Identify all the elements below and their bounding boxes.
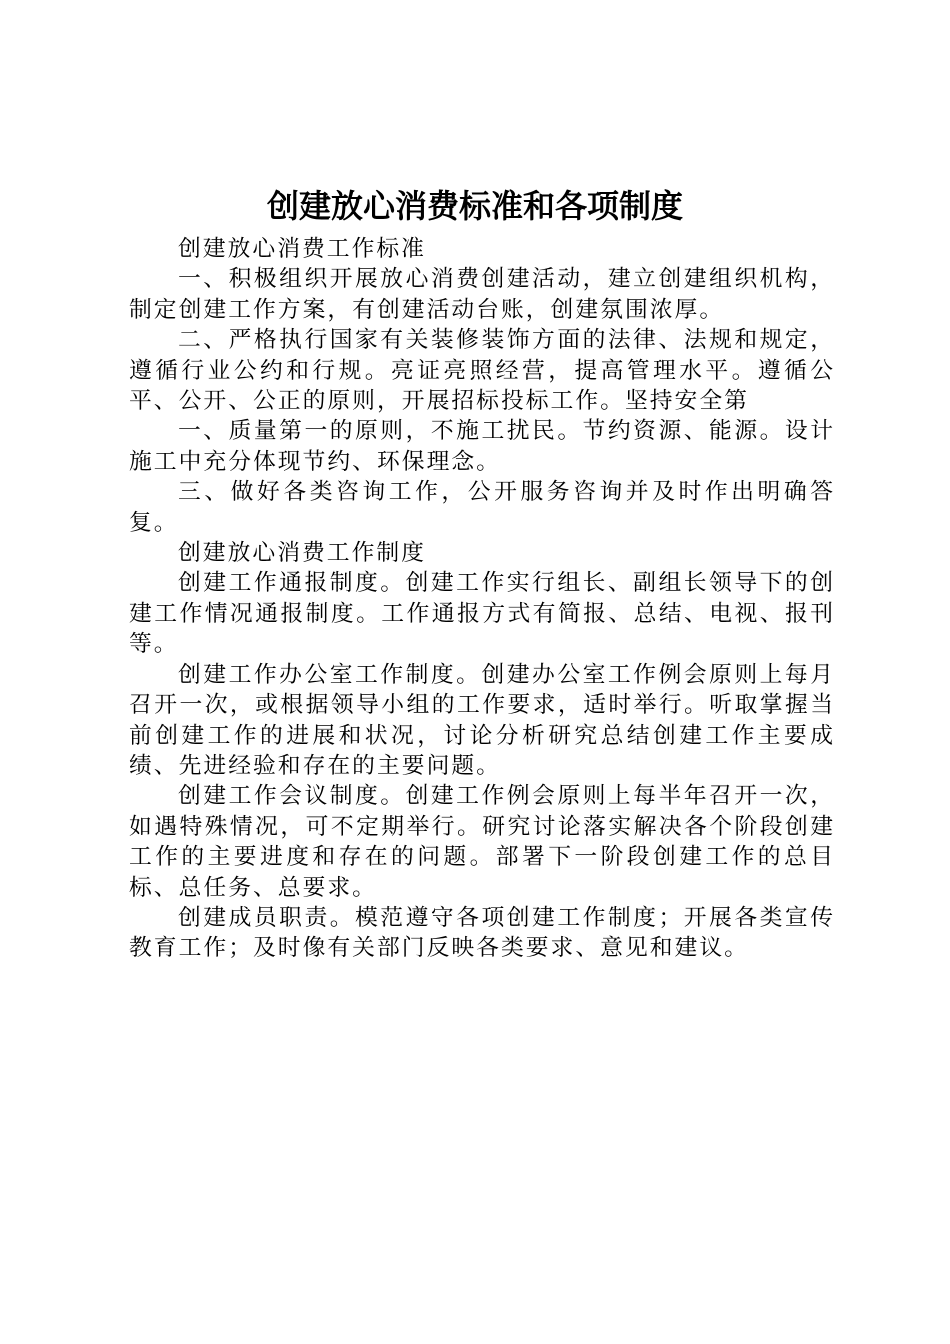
section-heading-rules: 创建放心消费工作制度 [178,540,426,567]
paragraph: 一、质量第一的原则，不施工扰民。节约资源、能源。设计施工中充分体现节约、环保理念。 [129,418,835,475]
paragraph: 二、严格执行国家有关装修装饰方面的法律、法规和规定，遵循行业公约和行规。亮证亮照经营，提高管理水平。遵循公平、公开、公正的原则，开展招标投标工作。坚持安全第 [129,327,835,415]
paragraph: 创建工作通报制度。创建工作实行组长、副组长领导下的创建工作情况通报制度。工作通报方式有简报、总结、电视、报刊等。 [129,570,835,658]
paragraph: 三、做好各类咨询工作，公开服务咨询并及时作出明确答复。 [129,479,835,536]
section-heading-standards: 创建放心消费工作标准 [178,236,426,262]
paragraph: 创建工作会议制度。创建工作例会原则上每半年召开一次，如遇特殊情况，可不定期举行。研究讨论落实解决各个阶段创建工作的主要进度和存在的问题。部署下一阶段创建工作的总目标、总任务、总要求。 [129,783,835,901]
document-body [129,234,835,964]
paragraph: 一、积极组织开展放心消费创建活动，建立创建组织机构，制定创建工作方案，有创建活动台账，创建氛围浓厚。 [129,266,835,323]
paragraph: 创建工作办公室工作制度。创建办公室工作例会原则上每月召开一次，或根据领导小组的工作要求，适时举行。听取掌握当前创建工作的进展和状况，讨论分析研究总结创建工作主要成绩、先进经验和存在的主要问题。 [129,661,835,779]
paragraph: 创建成员职责。模范遵守各项创建工作制度；开展各类宣传教育工作；及时像有关部门反映各类要求、意见和建议。 [129,904,835,962]
document-title: 创建放心消费标准和各项制度 [266,187,683,225]
